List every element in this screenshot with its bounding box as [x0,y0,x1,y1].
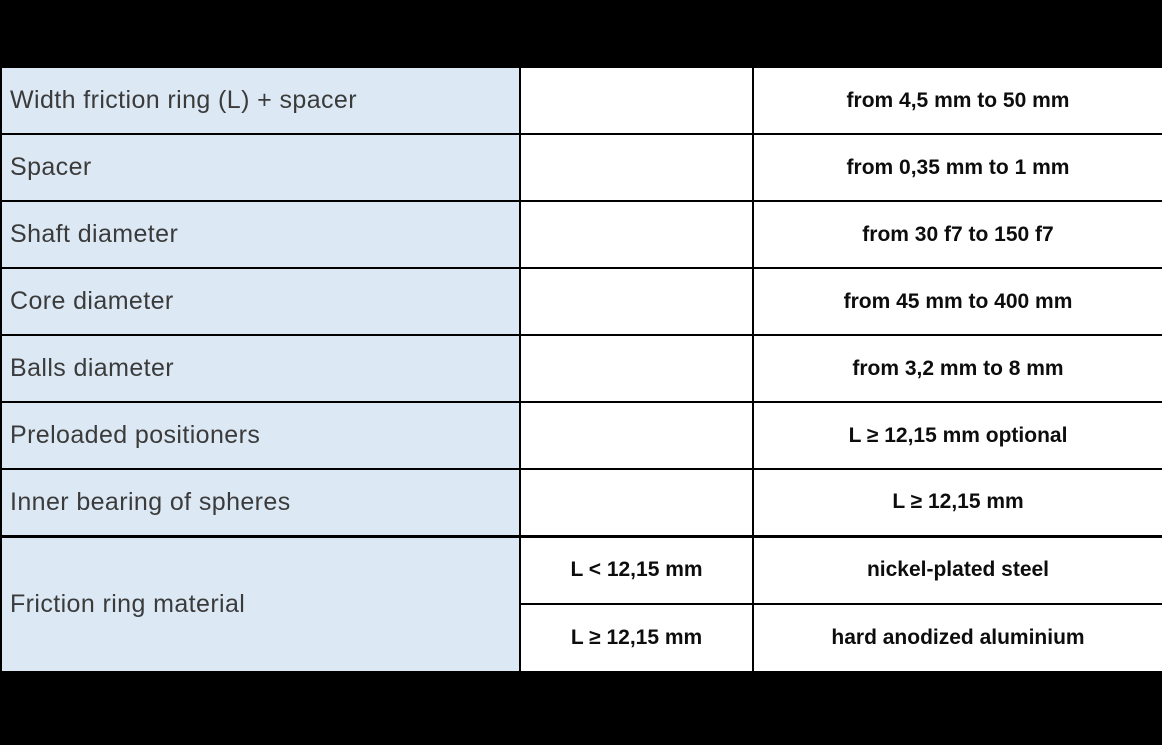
table-row [1,335,1162,402]
spec-label-balls-diameter: Balls diameter [1,335,520,402]
spec-condition-cell: L < 12,15 mm [520,536,753,604]
spec-value-cell: from 4,5 mm to 50 mm [753,67,1162,134]
spec-value-cell: hard anodized aluminium [753,604,1162,672]
spec-value-cell: L ≥ 12,15 mm optional [753,402,1162,469]
table-row [1,469,1162,536]
table-row [1,67,1162,134]
spec-value-cell: L ≥ 12,15 mm [753,469,1162,536]
spec-condition-cell [520,67,753,134]
spec-value-cell: nickel-plated steel [753,536,1162,604]
spec-condition-cell: L ≥ 12,15 mm [520,604,753,672]
spec-value-cell: from 45 mm to 400 mm [753,268,1162,335]
spec-label-shaft-diameter: Shaft diameter [1,201,520,268]
spec-value-cell: from 30 f7 to 150 f7 [753,201,1162,268]
spec-value-cell: from 0,35 mm to 1 mm [753,134,1162,201]
table-row [1,134,1162,201]
specifications-table [0,66,1162,673]
table-row [1,402,1162,469]
table-row [1,201,1162,268]
spec-condition-cell [520,201,753,268]
spec-value-cell: from 3,2 mm to 8 mm [753,335,1162,402]
table-row [1,268,1162,335]
spec-label-width-friction-ring: Width friction ring (L) + spacer [1,67,520,134]
spec-label-inner-bearing: Inner bearing of spheres [1,469,520,536]
spec-condition-cell [520,469,753,536]
spec-condition-cell [520,134,753,201]
table-row [1,536,1162,604]
spec-condition-cell [520,268,753,335]
spec-label-friction-ring-material: Friction ring material [1,536,520,672]
spec-condition-cell [520,402,753,469]
spec-condition-cell [520,335,753,402]
spec-label-preloaded-positioners: Preloaded positioners [1,402,520,469]
spec-label-core-diameter: Core diameter [1,268,520,335]
spec-label-spacer: Spacer [1,134,520,201]
